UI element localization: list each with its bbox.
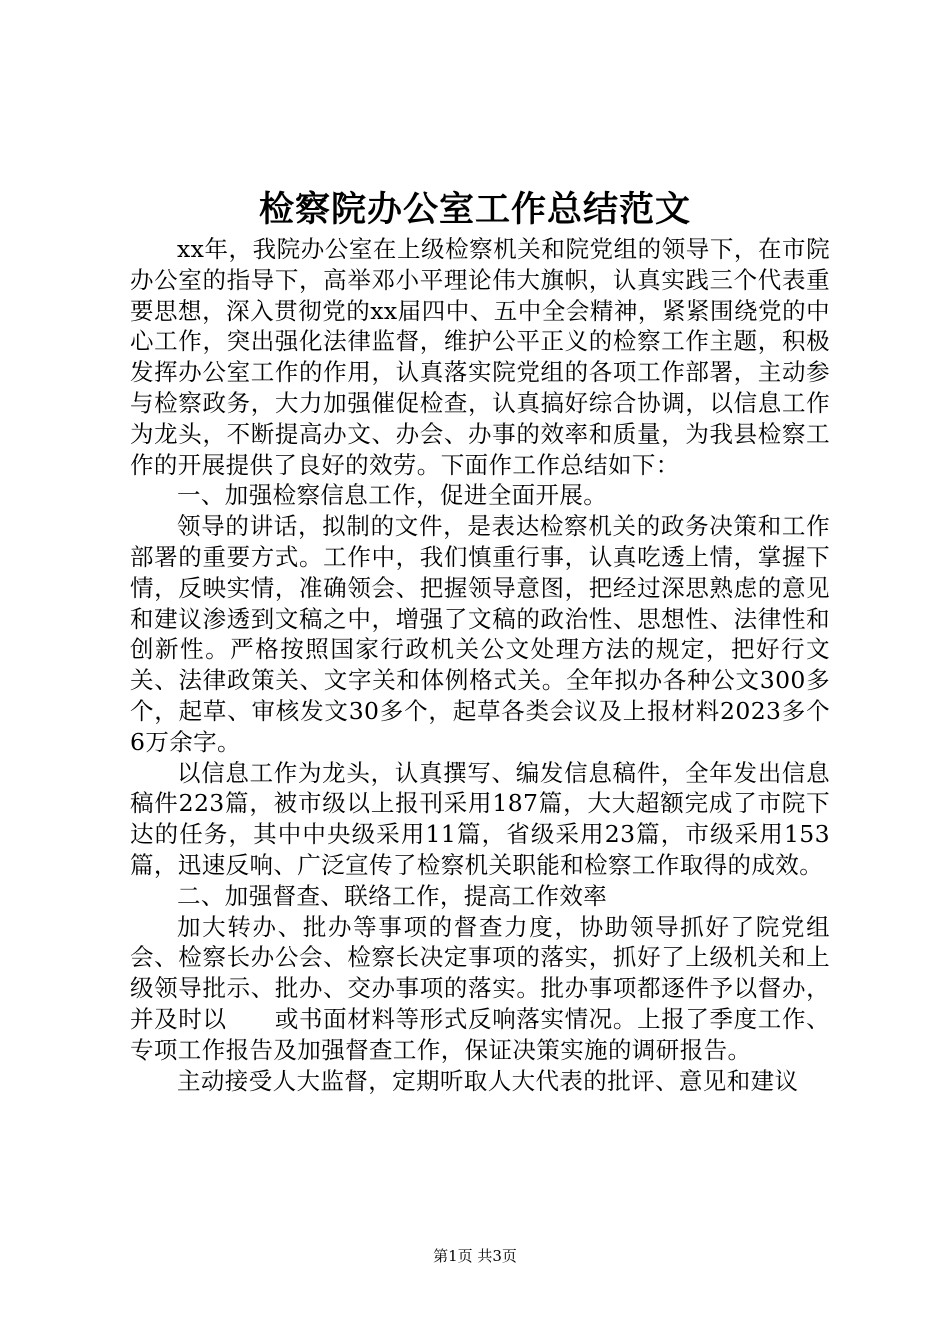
document-body: [130, 234, 830, 1096]
document-title: 检察院办公室工作总结范文: [258, 189, 691, 230]
paragraph-supervision: 加大转办、批办等事项的督查力度，协助领导抓好了院党组会、检察长办公会、检察长决定事项的落实，抓好了上级机关和上级领导批示、批办、交办事项的落实。批办事项都逐件予以督办，并及时以 或书面材料等形式反响落实情况。上报了季度工作、专项工作报告及加强督查工作，保证决策实施的调研报告。: [130, 912, 830, 1064]
paragraph-information: 以信息工作为龙头，认真撰写、编发信息稿件，全年发出信息稿件223篇，被市级以上报刊采用187篇，大大超额完成了市院下达的任务，其中中央级采用11篇，省级采用23篇，市级采用153篇，迅速反响、广泛宣传了检察机关职能和检察工作取得的成效。: [130, 758, 830, 879]
paragraph-documents: 领导的讲话，拟制的文件，是表达检察机关的政务决策和工作部署的重要方式。工作中，我们慎重行事，认真吃透上情，掌握下情，反映实情，准确领会、把握领导意图，把经过深思熟虑的意见和建议渗透到文稿之中，增强了文稿的政治性、思想性、法律性和创新性。严格按照国家行政机关公文处理方法的规定，把好行文关、法律政策关、文字关和体例格式关。全年拟办各种公文300多个，起草、审核发文30多个，起草各类会议及上报材料2023多个6万余字。: [130, 512, 830, 756]
paragraph-intro: xx年，我院办公室在上级检察机关和院党组的领导下，在市院办公室的指导下，高举邓小平理论伟大旗帜，认真实践三个代表重要思想，深入贯彻党的xx届四中、五中全会精神，紧紧围绕党的中心工作，突出强化法律监督，维护公平正义的检察工作主题，积极发挥办公室工作的作用，认真落实院党组的各项工作部署，主动参与检察政务，大力加强催促检查，认真搞好综合协调，以信息工作为龙头，不断提高办文、办会、办事的效率和质量，为我县检察工作的开展提供了良好的效劳。下面作工作总结如下：: [130, 235, 830, 479]
paragraph-npc-supervision: 主动接受人大监督，定期听取人大代表的批评、意见和建议: [177, 1066, 799, 1095]
section-heading-1: 一、加强检察信息工作，促进全面开展。: [177, 481, 608, 510]
section-heading-2: 二、加强督查、联络工作，提高工作效率: [177, 881, 608, 910]
page-number-footer: 第1页 共3页: [433, 1247, 517, 1265]
